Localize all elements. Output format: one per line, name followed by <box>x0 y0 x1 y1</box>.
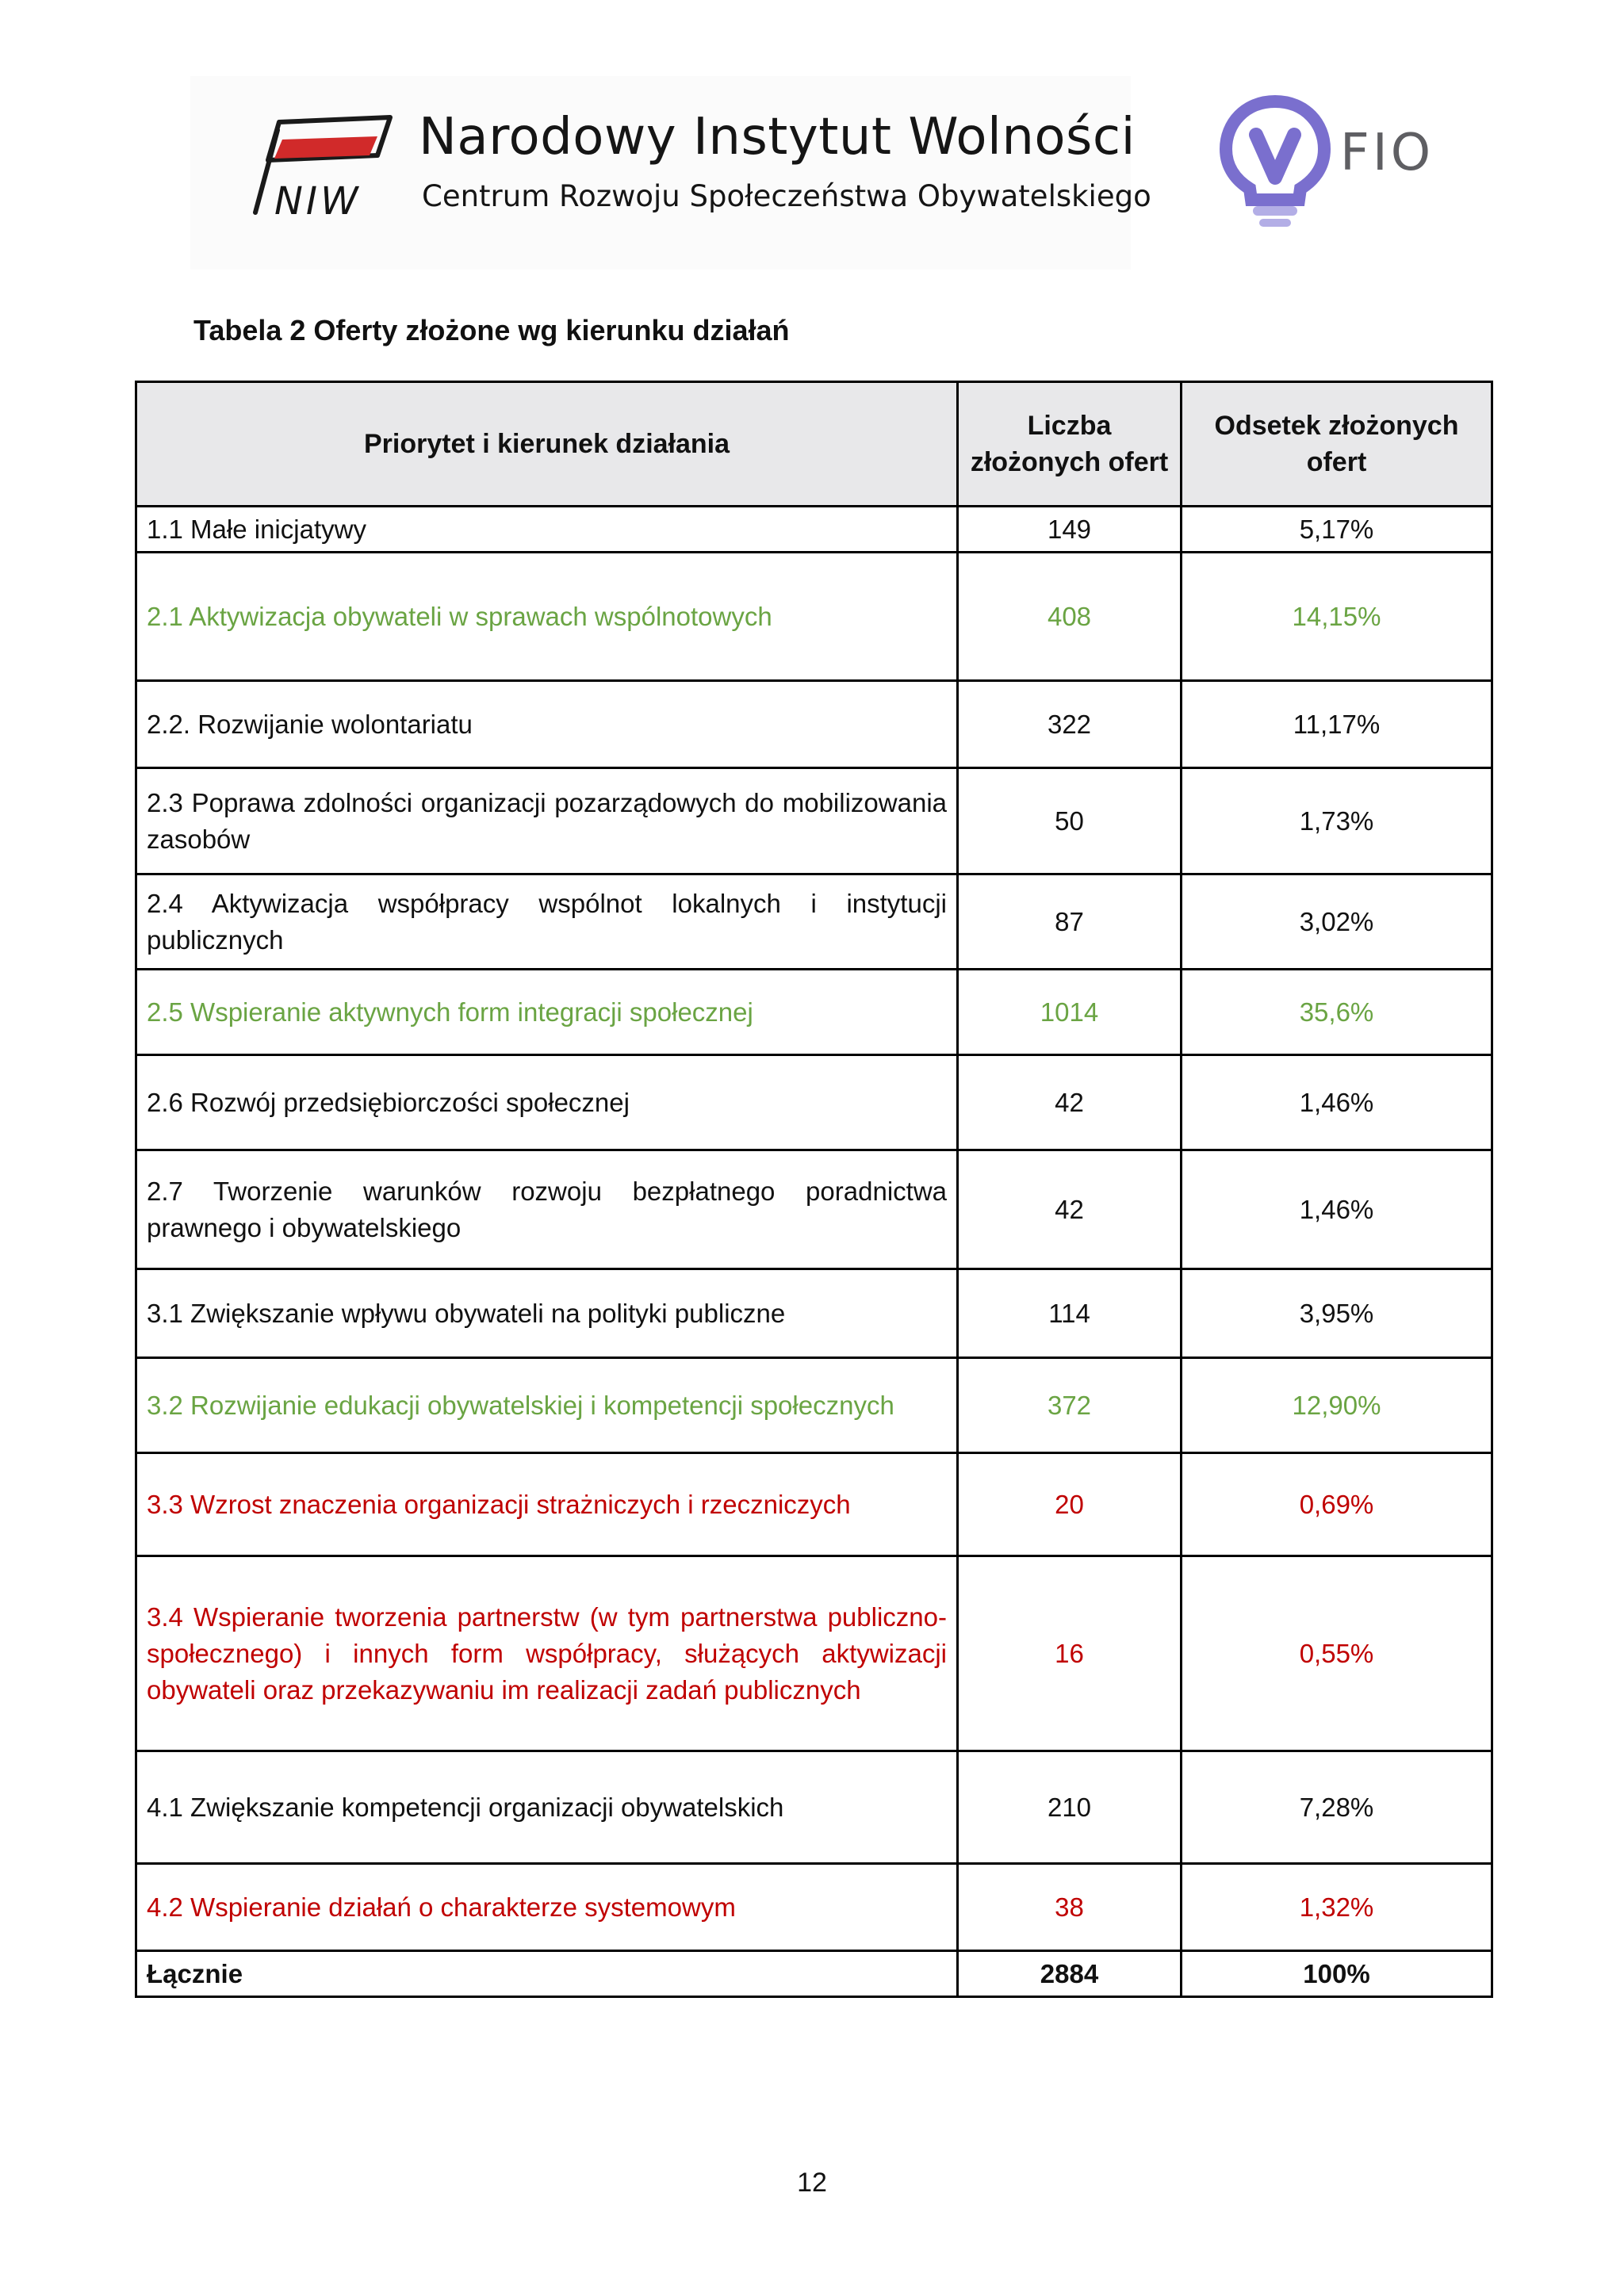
row-label: 4.1 Zwiększanie kompetencji organizacji obywatelskich <box>136 1751 958 1864</box>
total-count: 2884 <box>958 1951 1182 1997</box>
row-label: 4.2 Wspieranie działań o charakterze systemowym <box>136 1864 958 1951</box>
row-share: 1,73% <box>1182 768 1492 874</box>
row-label: 2.2. Rozwijanie wolontariatu <box>136 681 958 768</box>
row-count: 149 <box>958 507 1182 553</box>
header-priority: Priorytet i kierunek działania <box>136 382 958 507</box>
row-label: 3.1 Zwiększanie wpływu obywateli na polityki publiczne <box>136 1269 958 1358</box>
row-label: 2.7 Tworzenie warunków rozwoju bezpłatnego poradnictwa prawnego i obywatelskiego <box>136 1150 958 1269</box>
row-share: 3,02% <box>1182 874 1492 970</box>
table-row <box>136 553 1492 681</box>
table-header-row <box>136 382 1492 507</box>
table-total-row <box>136 1951 1492 1997</box>
table-row <box>136 681 1492 768</box>
table-row <box>136 1556 1492 1751</box>
table-row <box>136 768 1492 874</box>
table-row <box>136 1269 1492 1358</box>
row-share: 5,17% <box>1182 507 1492 553</box>
row-share: 11,17% <box>1182 681 1492 768</box>
row-label: 3.3 Wzrost znaczenia organizacji strażniczych i rzeczniczych <box>136 1453 958 1556</box>
row-share: 0,69% <box>1182 1453 1492 1556</box>
row-label: 1.1 Małe inicjatywy <box>136 507 958 553</box>
row-count: 38 <box>958 1864 1182 1951</box>
row-label: 2.1 Aktywizacja obywateli w sprawach wspólnotowych <box>136 553 958 681</box>
table-row <box>136 970 1492 1055</box>
table-row <box>136 874 1492 970</box>
fio-label: FIO <box>1340 124 1434 182</box>
page-number: 12 <box>797 2168 827 2198</box>
row-count: 408 <box>958 553 1182 681</box>
row-share: 3,95% <box>1182 1269 1492 1358</box>
row-share: 0,55% <box>1182 1556 1492 1751</box>
row-label: 2.5 Wspieranie aktywnych form integracji społecznej <box>136 970 958 1055</box>
total-label: Łącznie <box>136 1951 958 1997</box>
row-count: 50 <box>958 768 1182 874</box>
row-count: 87 <box>958 874 1182 970</box>
total-share: 100% <box>1182 1951 1492 1997</box>
row-count: 42 <box>958 1150 1182 1269</box>
header-share: Odsetek złożonych ofert <box>1182 382 1492 507</box>
row-share: 1,32% <box>1182 1864 1492 1951</box>
table-row <box>136 1150 1492 1269</box>
institute-subtitle: Centrum Rozwoju Społeczeństwa Obywatelskiego <box>422 179 1151 213</box>
row-share: 12,90% <box>1182 1358 1492 1453</box>
niw-abbrev: NIW <box>274 179 362 224</box>
row-label: 3.4 Wspieranie tworzenia partnerstw (w tym partnerstwa publiczno-społecznego) i innych form współpracy, służących aktywizacji obywateli oraz przekazywaniu im realizacji zadań publicznych <box>136 1556 958 1751</box>
offers-table <box>135 381 1493 1998</box>
row-count: 114 <box>958 1269 1182 1358</box>
row-share: 7,28% <box>1182 1751 1492 1864</box>
institute-title: Narodowy Instytut Wolności <box>419 108 1136 166</box>
row-count: 16 <box>958 1556 1182 1751</box>
row-count: 42 <box>958 1055 1182 1150</box>
row-count: 210 <box>958 1751 1182 1864</box>
row-share: 14,15% <box>1182 553 1492 681</box>
row-label: 2.4 Aktywizacja współpracy wspólnot lokalnych i instytucji publicznych <box>136 874 958 970</box>
row-count: 372 <box>958 1358 1182 1453</box>
header-count: Liczba złożonych ofert <box>958 382 1182 507</box>
niw-logo-icon <box>251 113 393 224</box>
table-row <box>136 1358 1492 1453</box>
row-label: 3.2 Rozwijanie edukacji obywatelskiej i kompetencji społecznych <box>136 1358 958 1453</box>
row-share: 35,6% <box>1182 970 1492 1055</box>
table-row <box>136 1864 1492 1951</box>
row-count: 1014 <box>958 970 1182 1055</box>
row-label: 2.3 Poprawa zdolności organizacji pozarządowych do mobilizowania zasobów <box>136 768 958 874</box>
row-share: 1,46% <box>1182 1150 1492 1269</box>
row-count: 322 <box>958 681 1182 768</box>
table-row <box>136 1055 1492 1150</box>
row-label: 2.6 Rozwój przedsiębiorczości społecznej <box>136 1055 958 1150</box>
table-caption: Tabela 2 Oferty złożone wg kierunku działań <box>193 314 790 346</box>
table-row <box>136 507 1492 553</box>
row-count: 20 <box>958 1453 1182 1556</box>
table-row <box>136 1453 1492 1556</box>
fio-lightbulb-icon <box>1220 95 1331 228</box>
row-share: 1,46% <box>1182 1055 1492 1150</box>
table-row <box>136 1751 1492 1864</box>
